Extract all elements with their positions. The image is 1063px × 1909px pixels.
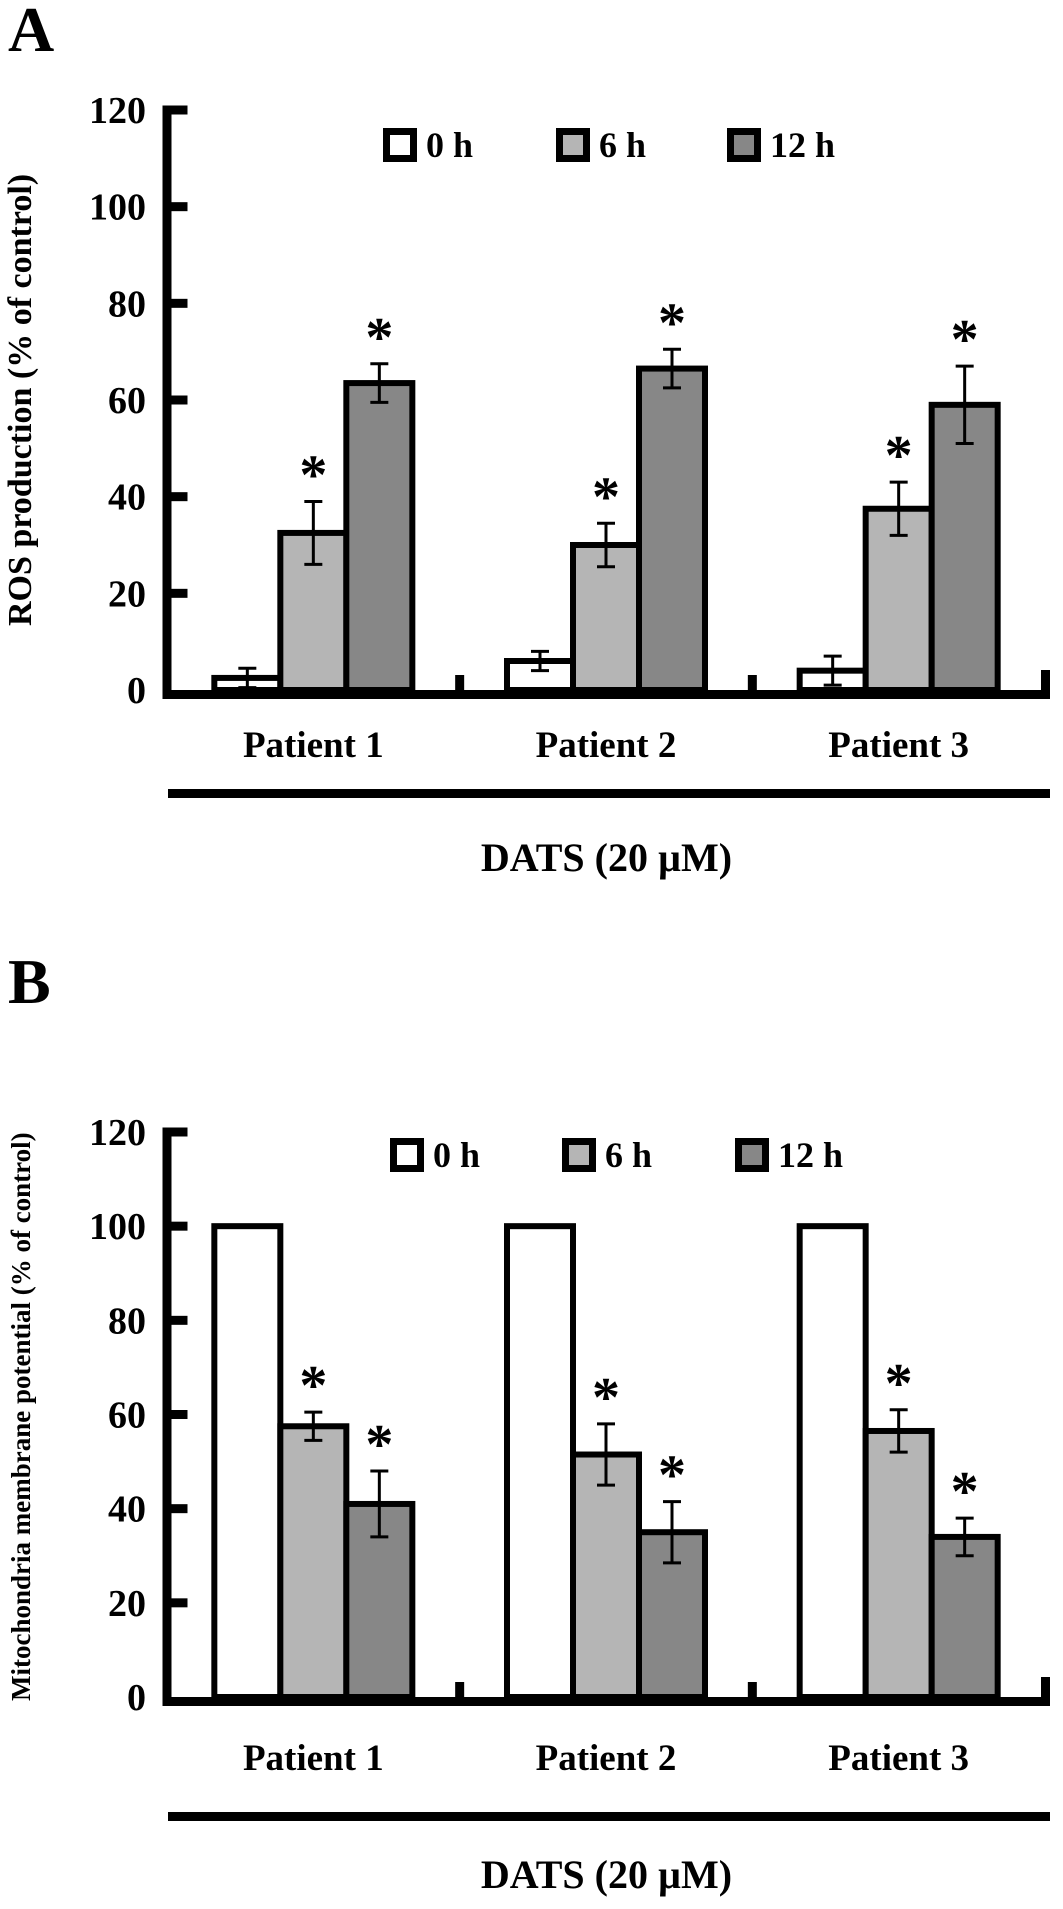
panel-b-group-bracket-line — [168, 1812, 1050, 1821]
y-tick-label: 20 — [108, 1582, 146, 1625]
y-tick-label: 40 — [108, 476, 146, 519]
significance-asterisk: * — [884, 1352, 913, 1415]
legend-swatch-0h-icon — [383, 128, 417, 162]
panel-a-x-axis-title: DATS (20 µM) — [480, 835, 733, 880]
significance-asterisk: * — [592, 466, 620, 529]
x-category-label: Patient 2 — [535, 1738, 677, 1779]
y-tick — [172, 396, 188, 405]
y-tick — [172, 1598, 188, 1607]
legend-item-0h — [383, 125, 474, 165]
panel-a-group-bracket-line — [168, 789, 1050, 798]
y-tick — [172, 1504, 188, 1513]
y-tick — [172, 106, 188, 115]
y-tick — [172, 1410, 188, 1419]
panel-b-label: B — [8, 946, 51, 1017]
legend-item-0h — [390, 1135, 481, 1175]
y-tick-label: 120 — [89, 90, 146, 132]
x-category-label: Patient 1 — [242, 725, 384, 766]
y-tick — [172, 1316, 188, 1325]
legend-item-12h — [735, 1135, 844, 1175]
legend-label-12h: 12 h — [770, 125, 836, 165]
legend-swatch-12h-icon — [735, 1138, 769, 1172]
significance-asterisk: * — [658, 292, 686, 355]
y-tick-label: 100 — [89, 186, 146, 229]
y-axis — [163, 1128, 172, 1707]
y-tick — [172, 589, 188, 598]
significance-asterisk: * — [884, 425, 913, 488]
x-axis — [163, 690, 1051, 699]
legend-swatch-12h-icon — [727, 128, 761, 162]
y-tick-label: 20 — [108, 573, 146, 616]
legend-item-12h — [727, 125, 836, 165]
legend-label-0h: 0 h — [426, 125, 474, 165]
x-axis — [163, 1697, 1051, 1706]
x-tick — [455, 1682, 464, 1697]
significance-asterisk: * — [365, 1414, 394, 1476]
legend-item-6h — [556, 125, 647, 165]
bar-12-h-patient-1 — [346, 383, 412, 690]
x-tick — [1041, 670, 1050, 690]
significance-asterisk: * — [299, 444, 328, 507]
bar-0-h-patient-2 — [507, 1226, 573, 1697]
x-tick — [455, 675, 464, 690]
bar-12-h-patient-3 — [932, 405, 998, 690]
significance-asterisk: * — [658, 1444, 686, 1507]
legend-swatch-0h-icon — [390, 1138, 424, 1172]
legend-swatch-6h-icon — [556, 128, 590, 162]
x-category-label: Patient 2 — [535, 725, 677, 766]
bar-12-h-patient-2 — [639, 369, 705, 690]
y-tick — [172, 202, 188, 211]
y-tick-label: 60 — [108, 1394, 146, 1437]
bar-0-h-patient-1 — [214, 1226, 280, 1697]
legend-swatch-6h-icon — [562, 1138, 596, 1172]
panel-b-x-axis-title: DATS (20 µM) — [480, 1852, 733, 1897]
x-tick — [1041, 1677, 1050, 1697]
legend-label-6h: 6 h — [605, 1135, 653, 1175]
bar-0-h-patient-3 — [800, 1226, 866, 1697]
y-tick-label: 80 — [108, 1300, 146, 1343]
y-tick-label: 0 — [127, 670, 146, 712]
y-tick-label: 80 — [108, 283, 146, 326]
x-category-label: Patient 3 — [828, 1738, 970, 1779]
legend-label-0h: 0 h — [433, 1135, 481, 1175]
panel-a-y-axis-title: ROS production (% of control) — [2, 173, 39, 627]
x-tick — [748, 1682, 757, 1697]
x-category-label: Patient 3 — [828, 725, 970, 766]
y-tick — [172, 299, 188, 308]
panel-b-y-axis-title: Mitochondria membrane potential (% of control) — [6, 1132, 36, 1702]
y-tick — [172, 1128, 188, 1137]
significance-asterisk: * — [950, 1461, 979, 1524]
x-tick — [748, 675, 757, 690]
x-category-label: Patient 1 — [242, 1738, 384, 1779]
y-tick-label: 40 — [108, 1488, 146, 1531]
legend-label-12h: 12 h — [778, 1135, 844, 1175]
bar-12-h-patient-3 — [932, 1537, 998, 1697]
y-tick — [172, 1222, 188, 1231]
y-tick-label: 120 — [89, 1112, 146, 1154]
y-tick-label: 0 — [127, 1677, 146, 1719]
y-axis — [163, 106, 172, 700]
bar-6-h-patient-3 — [866, 1431, 932, 1697]
legend-item-6h — [562, 1135, 653, 1175]
significance-asterisk: * — [592, 1366, 620, 1429]
y-tick-label: 60 — [108, 380, 146, 422]
y-tick — [172, 492, 188, 501]
legend-label-6h: 6 h — [599, 125, 647, 165]
y-tick-label: 100 — [89, 1206, 146, 1249]
significance-asterisk: * — [299, 1355, 328, 1418]
significance-asterisk: * — [950, 309, 979, 372]
significance-asterisk: * — [365, 306, 394, 369]
bar-6-h-patient-2 — [573, 1455, 639, 1697]
bar-6-h-patient-1 — [280, 1426, 346, 1697]
panel-a-label: A — [8, 0, 55, 65]
